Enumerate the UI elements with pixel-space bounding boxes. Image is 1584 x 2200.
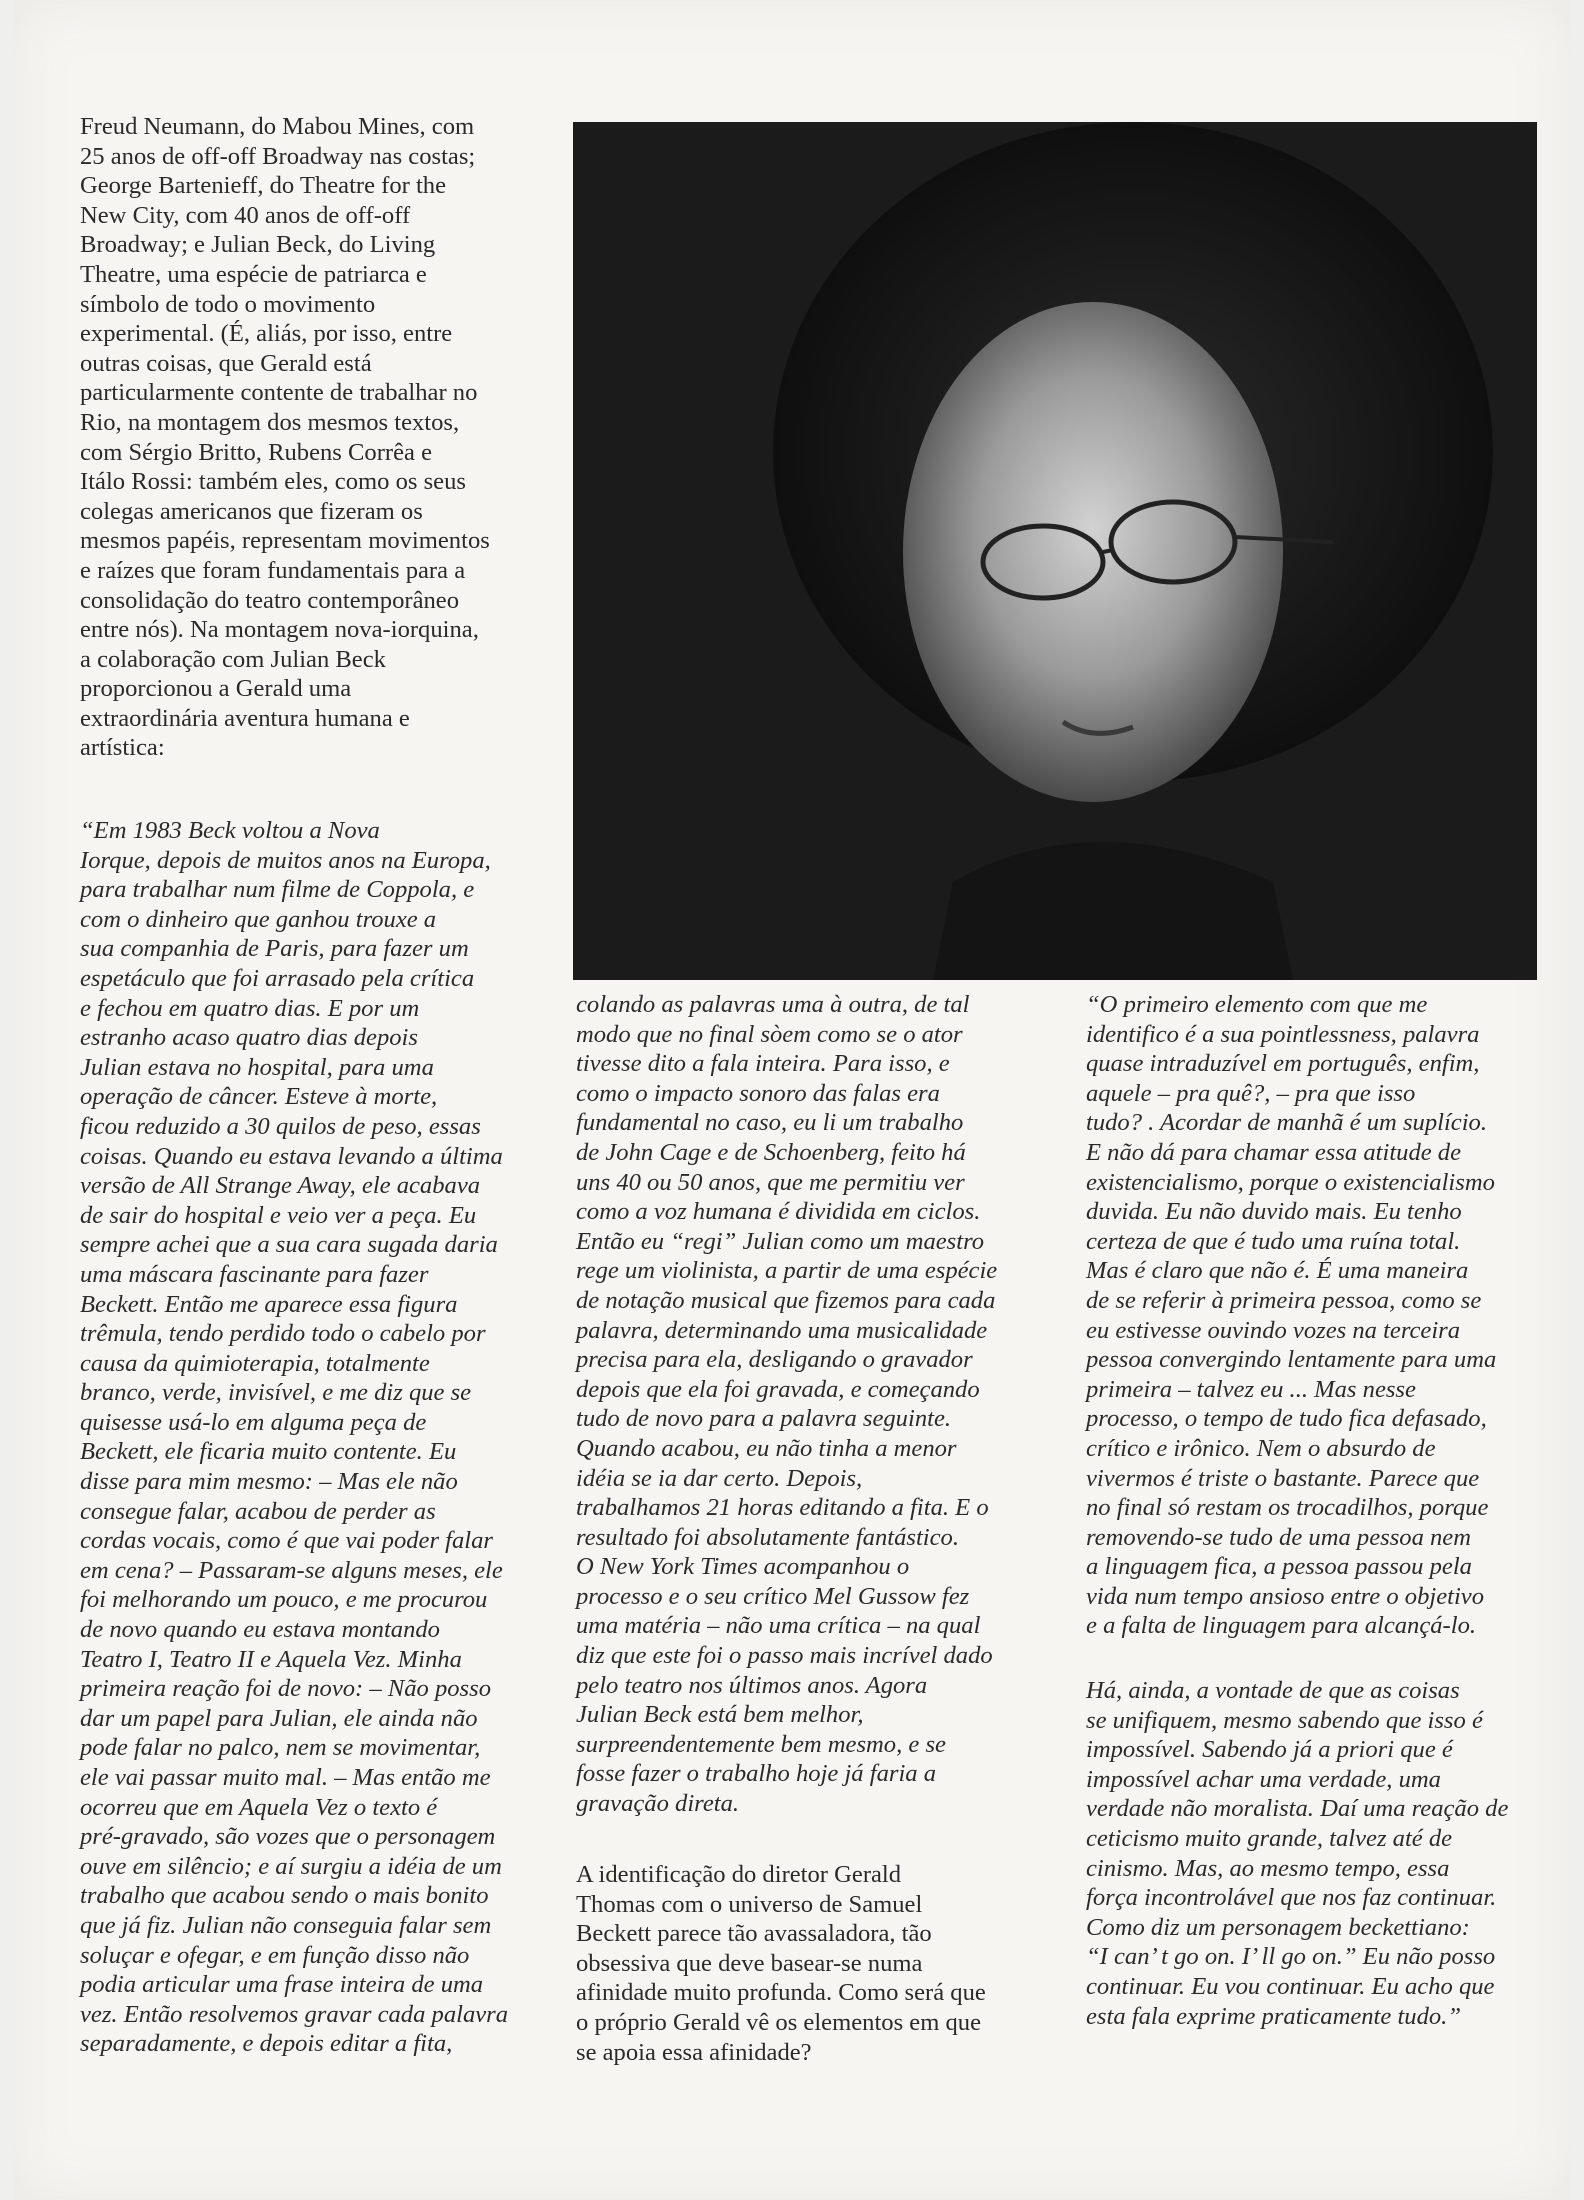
portrait-photo [573,122,1537,980]
beck-quote-part-2: colando as palavras uma à outra, de tal modo que no final sòem como se o ator tivesse dito a fala inteira. Para isso, e como o impacto sonoro das falas era fundamental no caso, eu li um trabalho de John Cage e de Schoenberg, feito há uns 40 ou 50 anos, que me permitiu ver como a voz humana é dividida em ciclos. Então eu “regi” Julian como um maestro rege um violinista, a partir de uma espécie de notação musical que fizemos para cada palavra, determinando uma musicalidade precisa para ela, desligando o gravador depois que ela foi gravada, e começando tudo de novo para a palavra seguinte. Quando acabou, eu não tinha a menor idéia se ia dar certo. Depois, trabalhamos 21 horas editando a fita. E o resultado foi absolutamente fantástico. O New York Times acompanhou o processo e o seu crítico Mel Gussow fez uma matéria – não uma crítica – na qual diz que este foi o passo mais incrível dado pelo teatro nos últimos anos. Agora Julian Beck está bem melhor, surpreendentemente bem mesmo, e se fosse fazer o trabalho hoje já faria a gravação direta. [576,991,998,1818]
portrait-photo-art [573,122,1537,980]
identification-paragraph: A identificação do diretor Gerald Thomas com o universo de Samuel Beckett parece tão avassaladora, tão obsessiva que deve basear-se numa afinidade muito profunda. Como será que o próprio Gerald vê os elementos em que se apoia essa afinidade? [576,1861,986,2066]
pointlessness-quote: “O primeiro elemento com que me identifico é a sua pointlessness, palavra quase intraduzível em português, enfim, aquele – pra quê?, – pra que isso tudo? . Acordar de manhã é um suplício. E não dá para chamar essa atitude de existencialismo, porque o existencialismo duvida. Eu não duvido mais. Eu tenho certeza de que é tudo uma ruína total. Mas é claro que não é. É uma maneira de se referir à primeira pessoa, como se eu estivesse ouvindo vozes na terceira pessoa convergindo lentamente para uma primeira – talvez eu ... Mas nesse processo, o tempo de tudo fica defasado, crítico e irônico. Nem o absurdo de vivermos é triste o bastante. Parece que no final só restam os trocadilhos, porque removendo-se tudo de uma pessoa nem a linguagem fica, a pessoa passou pela vida num tempo ansioso entre o objetivo e a falta de linguagem para alcançá-lo. [1086,991,1497,1640]
beck-quote-part-1: “Em 1983 Beck voltou a Nova Iorque, depois de muitos anos na Europa, para trabalhar num filme de Coppola, e com o dinheiro que ganhou trouxe a sua companhia de Paris, para fazer um espetáculo que foi arrasado pela crítica e fechou em quatro dias. E por um estranho acaso quatro dias depois Julian estava no hospital, para uma operação de câncer. Esteve à morte, ficou reduzido a 30 quilos de peso, essas coisas. Quando eu estava levando a última versão de All Strange Away, ele acabava de sair do hospital e veio ver a peça. Eu sempre achei que a sua cara sugada daria uma máscara fascinante para fazer Beckett. Então me aparece essa figura trêmula, tendo perdido todo o cabelo por causa da quimioterapia, totalmente branco, verde, invisível, e me diz que se quisesse usá-lo em alguma peça de Beckett, ele ficaria muito contente. Eu disse para mim mesmo: – Mas ele não consegue falar, acabou de perder as cordas vocais, como é que vai poder falar em cena? – Passaram-se alguns meses, ele foi melhorando um pouco, e me procurou de novo quando eu estava montando Teatro I, Teatro II e Aquela Vez. Minha primeira reação foi de novo: – Não posso dar um papel para Julian, ele ainda não pode falar no palco, nem se movimentar, ele vai passar muito mal. – Mas então me ocorreu que em Aquela Vez o texto é pré-gravado, são vozes que o personagem ouve em silêncio; e aí surgiu a idéia de um trabalho que acabou sendo o mais bonito que já fiz. Julian não conseguia falar sem soluçar e ofegar, e em função disso não podia articular uma frase inteira de uma vez. Então resolvemos gravar cada palavra separadamente, e depois editar a fita, [80,817,509,2058]
magazine-page [14,0,1570,2200]
intro-paragraph: Freud Neumann, do Mabou Mines, com 25 anos de off-off Broadway nas costas; George Bartenieff, do Theatre for the New City, com 40 anos de off-off Broadway; e Julian Beck, do Living Theatre, uma espécie de patriarca e símbolo de todo o movimento experimental. (É, aliás, por isso, entre outras coisas, que Gerald está particularmente contente de trabalhar no Rio, na montagem dos mesmos textos, com Sérgio Britto, Rubens Corrêa e Itálo Rossi: também eles, como os seus colegas americanos que fizeram os mesmos papéis, representam movimentos e raízes que foram fundamentais para a consolidação do teatro contemporâneo entre nós). Na montagem nova-iorquina, a colaboração com Julian Beck proporcionou a Gerald uma extraordinária aventura humana e artística: [80,113,490,762]
unify-quote: Há, ainda, a vontade de que as coisas se unifiquem, mesmo sabendo que isso é impossível. Sabendo já a priori que é impossível achar uma verdade, uma verdade não moralista. Daí uma reação de ceticismo muito grande, talvez até de cinismo. Mas, ao mesmo tempo, essa força incontrolável que nos faz continuar. Como diz um personagem beckettiano: “I can’ t go on. I’ ll go on.” Eu não posso continuar. Eu vou continuar. Eu acho que esta fala exprime praticamente tudo.” [1086,1677,1509,2030]
